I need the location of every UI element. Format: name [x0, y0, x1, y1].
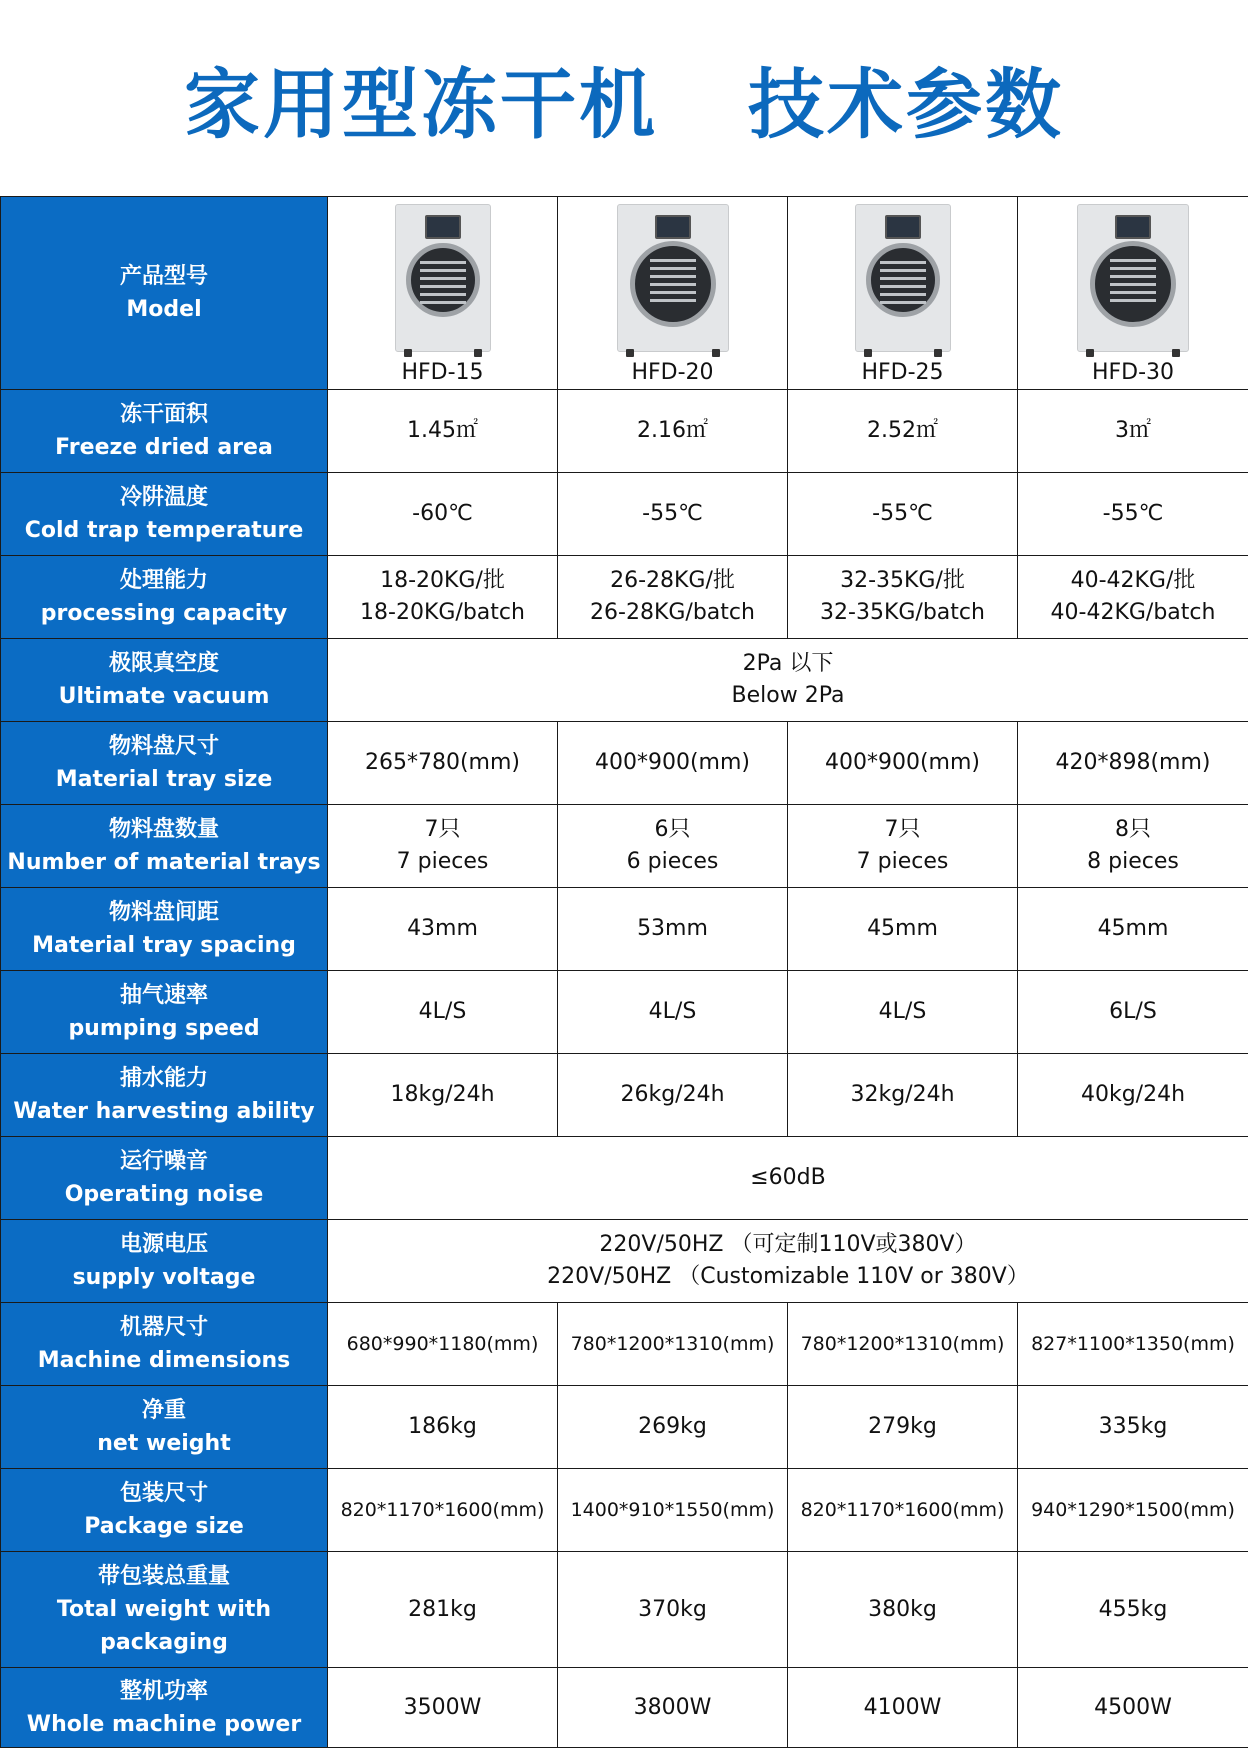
table-cell: 18-20KG/批 18-20KG/batch [328, 556, 558, 639]
tray-bar [880, 301, 926, 304]
tray-bar [1110, 267, 1156, 270]
table-row-power [1, 1668, 1248, 1748]
table-cell: 32-35KG/批 32-35KG/batch [788, 556, 1018, 639]
page-title [0, 0, 1248, 196]
table-cell: 26kg/24h [558, 1054, 788, 1137]
model-name: HFD-25 [861, 360, 944, 385]
tray-bar [1110, 283, 1156, 286]
table-cell: 4100W [788, 1668, 1018, 1748]
table-cell: 335kg [1018, 1386, 1248, 1469]
table-row-total-weight [1, 1552, 1248, 1668]
tray-bar [420, 261, 466, 264]
table-cell: 40-42KG/批 40-42KG/batch [1018, 556, 1248, 639]
table-row-pumping [1, 971, 1248, 1054]
model-cell [788, 197, 1018, 390]
tray-bar [420, 269, 466, 272]
table-cell: 940*1290*1500(mm) [1018, 1469, 1248, 1552]
table-cell: 45mm [788, 888, 1018, 971]
tray-bar [420, 285, 466, 288]
table-cell: -60℃ [328, 473, 558, 556]
tray-bar [880, 285, 926, 288]
table-row-dimensions [1, 1303, 1248, 1386]
tray-bar [650, 275, 696, 278]
row-label-package-size: 包装尺寸 Package size [1, 1469, 328, 1552]
table-cell: 1.45㎡ [328, 390, 558, 473]
table-cell: 820*1170*1600(mm) [788, 1469, 1018, 1552]
tray-bar [650, 291, 696, 294]
table-cell: 780*1200*1310(mm) [558, 1303, 788, 1386]
tray-bar [650, 259, 696, 262]
table-row-model [1, 197, 1248, 390]
row-label-cold-trap: 冷阱温度 Cold trap temperature [1, 473, 328, 556]
title-part-2: 技术参数 [748, 59, 1064, 149]
table-cell: 8只 8 pieces [1018, 805, 1248, 888]
table-row-cold-trap [1, 473, 1248, 556]
table-cell: 4500W [1018, 1668, 1248, 1748]
table-row-tray-count [1, 805, 1248, 888]
table-cell: 53mm [558, 888, 788, 971]
row-label-water: 捕水能力 Water harvesting ability [1, 1054, 328, 1137]
freeze-dryer-image [1077, 204, 1189, 352]
row-label-vacuum: 极限真空度 Ultimate vacuum [1, 639, 328, 722]
row-label-area: 冻干面积 Freeze dried area [1, 390, 328, 473]
table-row-package-size [1, 1469, 1248, 1552]
tray-bar [420, 293, 466, 296]
table-row-area [1, 390, 1248, 473]
freeze-dryer-image [617, 204, 729, 352]
table-cell: 6只 6 pieces [558, 805, 788, 888]
table-cell: 45mm [1018, 888, 1248, 971]
table-cell: 827*1100*1350(mm) [1018, 1303, 1248, 1386]
table-row-voltage [1, 1220, 1248, 1303]
table-cell: 6L/S [1018, 971, 1248, 1054]
table-cell: 400*900(mm) [558, 722, 788, 805]
row-label-pumping: 抽气速率 pumping speed [1, 971, 328, 1054]
table-cell: 4L/S [788, 971, 1018, 1054]
table-cell: 2.52㎡ [788, 390, 1018, 473]
row-label-model: 产品型号 Model [1, 197, 328, 390]
table-cell: 2.16㎡ [558, 390, 788, 473]
model-cell [328, 197, 558, 390]
row-label-voltage: 电源电压 supply voltage [1, 1220, 328, 1303]
row-label-dimensions: 机器尺寸 Machine dimensions [1, 1303, 328, 1386]
freeze-dryer-image [395, 204, 491, 352]
table-cell: 43mm [328, 888, 558, 971]
title-part-1: 家用型冻干机 [184, 59, 658, 149]
row-label-total-weight: 带包装总重量 Total weight with packaging [1, 1552, 328, 1668]
table-cell: -55℃ [1018, 473, 1248, 556]
freeze-dryer-image [855, 204, 951, 352]
table-cell: 186kg [328, 1386, 558, 1469]
row-label-tray-size: 物料盘尺寸 Material tray size [1, 722, 328, 805]
tray-bar [650, 283, 696, 286]
table-row-net-weight [1, 1386, 1248, 1469]
tray-bar [880, 277, 926, 280]
tray-bar [650, 299, 696, 302]
tray-bar [880, 293, 926, 296]
tray-bar [1110, 291, 1156, 294]
table-cell: 7只 7 pieces [328, 805, 558, 888]
table-cell: 820*1170*1600(mm) [328, 1469, 558, 1552]
table-row-tray-size [1, 722, 1248, 805]
table-cell: 370kg [558, 1552, 788, 1668]
model-name: HFD-20 [631, 360, 714, 385]
tray-bar [650, 267, 696, 270]
table-cell: 265*780(mm) [328, 722, 558, 805]
table-cell-merged: 2Pa 以下 Below 2Pa [328, 639, 1248, 722]
tray-bar [420, 301, 466, 304]
table-cell: 26-28KG/批 26-28KG/batch [558, 556, 788, 639]
table-cell: 380kg [788, 1552, 1018, 1668]
table-cell: 680*990*1180(mm) [328, 1303, 558, 1386]
tray-bar [1110, 299, 1156, 302]
table-row-noise [1, 1137, 1248, 1220]
table-cell: 455kg [1018, 1552, 1248, 1668]
table-cell: 4L/S [328, 971, 558, 1054]
table-cell-merged: ≤60dB [328, 1137, 1248, 1220]
table-cell-merged: 220V/50HZ （可定制110V或380V） 220V/50HZ （Customizable 110V or 380V） [328, 1220, 1248, 1303]
table-cell: 32kg/24h [788, 1054, 1018, 1137]
table-cell: 18kg/24h [328, 1054, 558, 1137]
table-cell: 3㎡ [1018, 390, 1248, 473]
spec-table [0, 196, 1248, 1748]
tray-bar [1110, 275, 1156, 278]
table-cell: -55℃ [558, 473, 788, 556]
table-row-tray-spacing [1, 888, 1248, 971]
table-cell: 3500W [328, 1668, 558, 1748]
model-cell [558, 197, 788, 390]
model-name: HFD-30 [1091, 360, 1175, 385]
table-cell: 7只 7 pieces [788, 805, 1018, 888]
row-label-net-weight: 净重 net weight [1, 1386, 328, 1469]
tray-bar [1110, 259, 1156, 262]
table-cell: 420*898(mm) [1018, 722, 1248, 805]
table-row-vacuum [1, 639, 1248, 722]
row-label-tray-count: 物料盘数量 Number of material trays [1, 805, 328, 888]
table-row-water [1, 1054, 1248, 1137]
table-cell: 40kg/24h [1018, 1054, 1248, 1137]
table-cell: 279kg [788, 1386, 1018, 1469]
row-label-power: 整机功率 Whole machine power [1, 1668, 328, 1748]
model-cell [1018, 197, 1248, 390]
tray-bar [880, 269, 926, 272]
table-cell: 780*1200*1310(mm) [788, 1303, 1018, 1386]
tray-bar [880, 261, 926, 264]
tray-bar [420, 277, 466, 280]
table-cell: 3800W [558, 1668, 788, 1748]
row-label-tray-spacing: 物料盘间距 Material tray spacing [1, 888, 328, 971]
table-cell: 400*900(mm) [788, 722, 1018, 805]
table-cell: 269kg [558, 1386, 788, 1469]
table-cell: 1400*910*1550(mm) [558, 1469, 788, 1552]
table-row-capacity [1, 556, 1248, 639]
row-label-capacity: 处理能力 processing capacity [1, 556, 328, 639]
row-label-noise: 运行噪音 Operating noise [1, 1137, 328, 1220]
table-cell: 4L/S [558, 971, 788, 1054]
table-cell: 281kg [328, 1552, 558, 1668]
model-name: HFD-15 [401, 360, 484, 385]
table-cell: -55℃ [788, 473, 1018, 556]
